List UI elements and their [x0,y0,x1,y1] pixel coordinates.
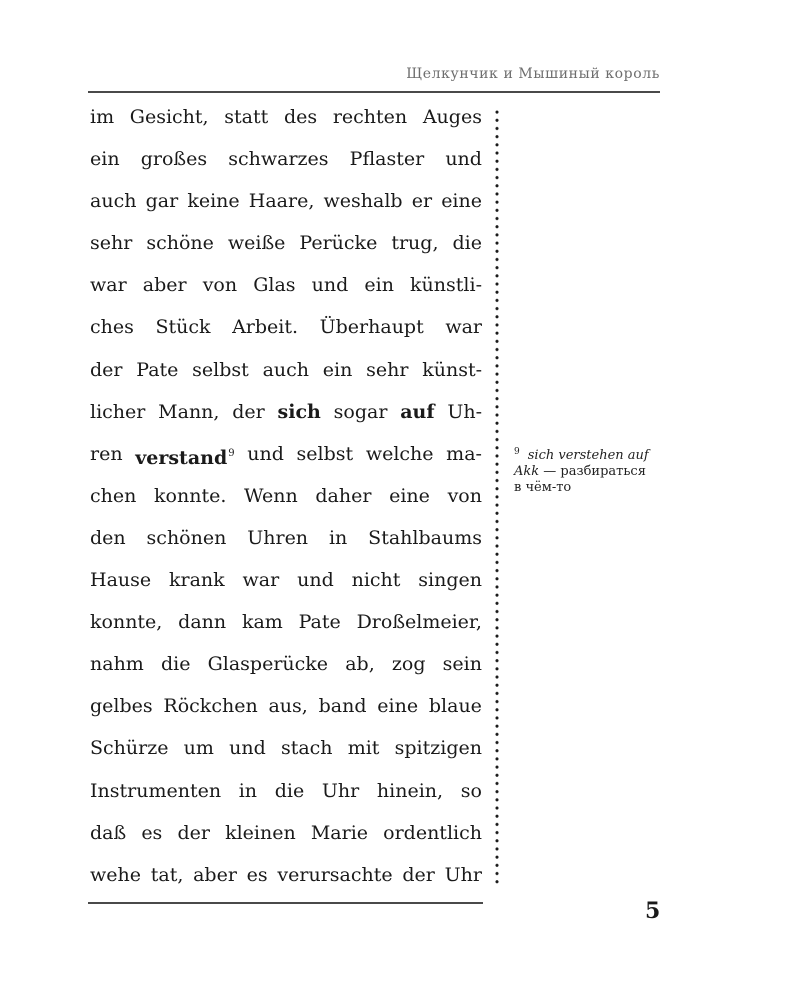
margin-footnote [514,444,674,496]
word: ma- [446,442,482,465]
text-line [90,180,482,222]
word: war [445,316,482,339]
word: Arbeit. [232,316,299,339]
word: so [460,779,482,802]
text-line [90,812,482,854]
word: und [229,737,266,760]
word: Perücke [299,232,378,255]
word: Pate [298,611,341,634]
word: der [232,400,265,423]
word: mit [347,737,380,760]
word: dann [178,611,227,634]
bottom-rule [88,902,483,904]
word: kam [241,611,283,634]
word: sehr [366,358,409,381]
word: gar [145,190,179,213]
word: daß [90,821,127,844]
word: ches [90,316,134,339]
word: tat, [150,863,184,886]
top-rule [88,91,660,93]
word: eine [389,484,430,507]
word: verursachte [277,863,393,886]
word: schwarzes [228,148,329,171]
word: die [274,779,305,802]
word: chen [90,484,137,507]
word: Wenn [244,484,298,507]
word: ren [90,442,123,465]
word: Droßelmeier, [356,611,482,634]
word: Hause [90,569,152,592]
word: Überhaupt [319,316,424,339]
page-number: 5 [645,898,661,924]
text-line [90,559,482,601]
text-line [90,306,482,348]
word: keine [187,190,240,213]
text-line [90,138,482,180]
word: konnte, [90,611,163,634]
word: konnte. [154,484,227,507]
text-line [90,601,482,643]
word: eine [441,190,482,213]
word: singen [418,569,482,592]
word: blaue [428,695,482,718]
word: auch [262,358,310,381]
word: Instrumenten [90,779,222,802]
word: ein [322,358,353,381]
word: von [202,274,238,297]
word: Pflaster [349,148,425,171]
word: der [402,863,435,886]
word [135,433,234,475]
text-line [90,643,482,685]
word: selbst [192,358,249,381]
word: war [90,274,127,297]
text-line [90,349,482,391]
word: im [90,106,115,128]
word: ab, [345,653,375,676]
word: aber [193,863,237,886]
word: Stück [155,316,211,339]
word: aber [142,274,187,297]
word: Auges [422,106,482,128]
word: weiße [227,232,286,255]
running-head: Щелкунчик и Мышиный король [406,66,660,82]
word: in [328,526,348,549]
word: schönen [146,526,227,549]
word: es [141,821,163,844]
text-line [90,433,482,475]
word: stach [280,737,333,760]
footnote-phrase: sich verstehen auf [527,448,649,463]
word: und [247,442,284,465]
word: Haare, [248,190,315,213]
word: es [246,863,268,886]
word: rechten [332,106,408,128]
word: band [318,695,367,718]
word: Uhr [444,863,482,886]
word: daher [315,484,372,507]
word: künstli- [410,274,482,297]
word: zog [391,653,426,676]
dotted-divider [495,108,499,888]
footnote-case: Akk [514,464,540,479]
word: selbst [296,442,354,465]
word: von [447,484,482,507]
word: gelbes [90,695,153,718]
word: Marie [310,821,369,844]
text-line [90,854,482,896]
word: des [283,106,318,128]
word: Pate [136,358,179,381]
footnote-translation-cont: в чём-то [514,480,572,495]
word: spitzigen [394,737,482,760]
word: welche [365,442,434,465]
footnote-number: 9 [514,447,520,457]
word: licher [90,400,146,423]
word: nahm [90,653,144,676]
word: aus, [268,695,308,718]
word: Mann, [158,400,220,423]
word: ordentlich [383,821,482,844]
word: Uh- [447,400,482,423]
bold-word: verstand [135,446,228,469]
word: schöne [146,232,214,255]
word: Uhren [247,526,309,549]
word: hinein, [376,779,444,802]
text-line [90,222,482,264]
word: er [411,190,433,213]
word: sehr [90,232,133,255]
word: und [311,274,349,297]
word: weshalb [323,190,403,213]
word: und [445,148,482,171]
word: krank [169,569,225,592]
word: Glasperücke [207,653,329,676]
footnote-ref: 9 [228,447,235,459]
word: sein [442,653,482,676]
word: statt [224,106,269,128]
text-line [90,475,482,517]
word: trug, [391,232,439,255]
word: Uhr [321,779,360,802]
word: Stahlbaums [368,526,482,549]
word: ein [90,148,120,171]
footnote-translation: — разбираться [539,464,646,479]
text-line [90,727,482,769]
word: die [452,232,482,255]
word: eine [377,695,419,718]
text-line [90,391,482,433]
word: Gesicht, [129,106,209,128]
text-line [90,264,482,306]
word: großes [140,148,208,171]
word: künst- [422,358,482,381]
word: den [90,526,126,549]
word: in [238,779,258,802]
word: Glas [253,274,296,297]
word: ein [364,274,394,297]
word: um [183,737,214,760]
word: nicht [351,569,401,592]
word: wehe [90,863,141,886]
word: war [242,569,280,592]
word: der [177,821,210,844]
word: der [90,358,123,381]
bold-word: sich [277,400,321,423]
word: Schürze [90,737,169,760]
text-line [90,770,482,812]
body-text [90,96,482,896]
bold-word: auf [400,400,435,423]
word: die [160,653,191,676]
text-line [90,96,482,138]
text-line [90,685,482,727]
text-line [90,517,482,559]
word: kleinen [225,821,296,844]
word: Röckchen [163,695,258,718]
word: auch [90,190,137,213]
word: und [297,569,334,592]
word: sogar [333,400,388,423]
